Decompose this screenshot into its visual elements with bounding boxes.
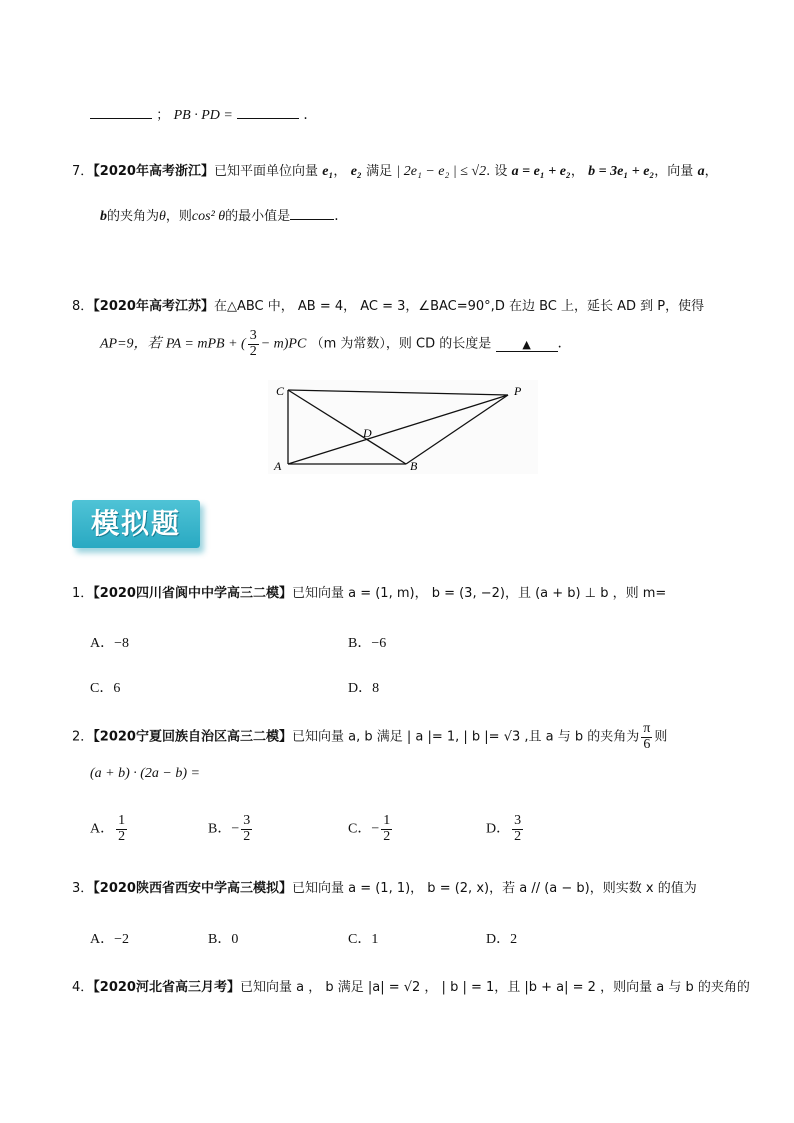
- option-c[interactable]: [348, 814, 394, 844]
- option-label: D．: [486, 821, 511, 837]
- vector-a-definition: a = e₁ + e₂: [511, 164, 571, 179]
- question-text: ，向量: [654, 164, 694, 179]
- vector-a: a: [697, 164, 705, 179]
- option-c[interactable]: C．6: [90, 681, 121, 696]
- condition-expression: | 2e₁ − e₂ | ≤ √2: [396, 164, 487, 179]
- question-source: 【2020年高考江苏】: [93, 299, 214, 314]
- question-text: 则: [654, 729, 668, 745]
- option-fraction: [116, 814, 127, 844]
- label-B: B: [410, 459, 418, 473]
- option-d[interactable]: [486, 814, 525, 844]
- fraction-numerator: 3: [514, 813, 522, 828]
- fraction: [248, 329, 259, 359]
- option-a[interactable]: A．−8: [90, 636, 130, 651]
- answer-blank: [237, 118, 299, 119]
- question-text: 的夹角为: [107, 209, 160, 224]
- pi-over-6-fraction: [641, 722, 652, 752]
- question-text: 已知向量 a ， b 满足 |a| = √2 ， | b | = 1，且 |b + a| = 2 ，则向量 a 与 b 的夹角的: [239, 980, 750, 995]
- dot-product-expression: PB · PD =: [173, 108, 233, 123]
- fraction-denominator: 6: [643, 736, 651, 752]
- separator: ；: [156, 108, 170, 123]
- comma: ，: [333, 164, 347, 179]
- question-8-line-1: [72, 295, 704, 314]
- option-fraction: [512, 814, 523, 844]
- vector-e1: e₁: [322, 164, 334, 179]
- fraction-denominator: 2: [243, 828, 251, 844]
- fraction-denominator: 2: [383, 828, 391, 844]
- mock-question-3: [72, 877, 697, 896]
- fraction-numerator: 3: [243, 813, 251, 828]
- option-sign: −: [231, 821, 240, 837]
- fraction-numerator: 1: [383, 813, 391, 828]
- vector-equation-right: − m)PC: [260, 336, 307, 352]
- label-A: A: [274, 459, 282, 473]
- option-c[interactable]: C．1: [348, 932, 379, 947]
- fraction-denominator: 2: [514, 828, 522, 844]
- answer-blank: [290, 219, 334, 220]
- question-text: AP=9，若: [100, 336, 162, 352]
- fraction-denominator: 2: [249, 343, 257, 359]
- vector-equation-left: PA = mPB + (: [165, 336, 246, 352]
- question-text: 在△ABC 中， AB = 4， AC = 3，∠BAC=90°,D 在边 BC 上，延长 AD 到 P，使得: [213, 299, 705, 314]
- period: .: [557, 335, 562, 352]
- label-P: P: [514, 384, 522, 398]
- question-source: 【2020陕西省西安中学高三模拟】: [93, 881, 292, 896]
- period: .: [334, 208, 339, 224]
- question-number: 8．: [72, 299, 94, 314]
- vector-e2: e₂: [350, 164, 362, 179]
- vector-b: b: [100, 209, 107, 224]
- option-a[interactable]: A．−2: [90, 932, 130, 947]
- question-text: 已知向量 a = (1, m)， b = (3, −2)，且 (a + b) ⊥ b ，则 m=: [291, 586, 667, 601]
- option-sign: −: [371, 821, 380, 837]
- question-source: 【2020年高考浙江】: [93, 164, 214, 179]
- question-text: . 设: [486, 164, 508, 179]
- question-text: （m 为常数），则 CD 的长度是: [310, 336, 492, 352]
- label-D: D: [363, 426, 372, 440]
- section-badge-label: 模拟题: [90, 507, 181, 540]
- option-b[interactable]: [208, 814, 254, 844]
- cos-expression: cos² θ: [191, 209, 226, 224]
- question-text: 已知向量 a = (1, 1)， b = (2, x)，若 a // (a − b)，则实数 x 的值为: [291, 881, 697, 896]
- option-label: B．: [208, 821, 232, 837]
- question-text: 的最小值是: [225, 209, 291, 224]
- mock-question-2-line-2: (a + b) · (2a − b) =: [90, 766, 200, 781]
- mock-question-1: [72, 582, 666, 601]
- option-label: C．: [348, 821, 372, 837]
- question-number: 2．: [72, 729, 94, 745]
- option-label: A．: [90, 821, 115, 837]
- option-b[interactable]: B．−6: [348, 636, 387, 651]
- triangle-figure: [268, 380, 538, 474]
- question-number: 7．: [72, 164, 94, 179]
- period: .: [303, 107, 308, 123]
- question-source: 【2020四川省阆中中学高三二模】: [93, 586, 292, 601]
- question-text: 已知平面单位向量: [213, 164, 318, 179]
- label-C: C: [276, 384, 285, 398]
- top-answer-line: [90, 104, 308, 124]
- question-number: 1．: [72, 586, 94, 601]
- option-a[interactable]: [90, 814, 129, 844]
- option-b[interactable]: B．0: [208, 932, 239, 947]
- question-number: 4．: [72, 980, 94, 995]
- question-7-line-1: [72, 160, 718, 180]
- fraction-numerator: π: [643, 721, 651, 736]
- fraction-numerator: 3: [249, 328, 257, 343]
- question-8-line-2: [100, 329, 562, 359]
- mock-question-2-line-1: [72, 722, 667, 752]
- question-source: 【2020河北省高三月考】: [93, 980, 240, 995]
- option-d[interactable]: D．2: [486, 932, 518, 947]
- answer-blank: [496, 338, 558, 352]
- section-badge: [72, 500, 200, 548]
- vector-b-definition: b = 3e₁ + e₂: [588, 164, 655, 179]
- answer-triangle-mark: ▲: [522, 337, 531, 351]
- option-fraction: [241, 814, 252, 844]
- fraction-numerator: 1: [118, 813, 126, 828]
- question-7-line-2: [100, 205, 338, 225]
- question-text: ，则: [165, 209, 192, 224]
- question-text: 满足: [366, 164, 393, 179]
- comma: ，: [570, 164, 584, 179]
- comma: ，: [704, 164, 718, 179]
- question-number: 3．: [72, 881, 94, 896]
- question-source: 【2020宁夏回族自治区高三二模】: [93, 729, 292, 745]
- fraction-denominator: 2: [118, 828, 126, 844]
- answer-blank: [90, 118, 152, 119]
- mock-question-4: [72, 976, 750, 995]
- theta-symbol: θ: [159, 209, 166, 224]
- option-fraction: [381, 814, 392, 844]
- option-d[interactable]: D．8: [348, 681, 380, 696]
- question-text: 已知向量 a, b 满足 | a |= 1, | b |= √3 ,且 a 与 b 的夹角为: [291, 729, 640, 745]
